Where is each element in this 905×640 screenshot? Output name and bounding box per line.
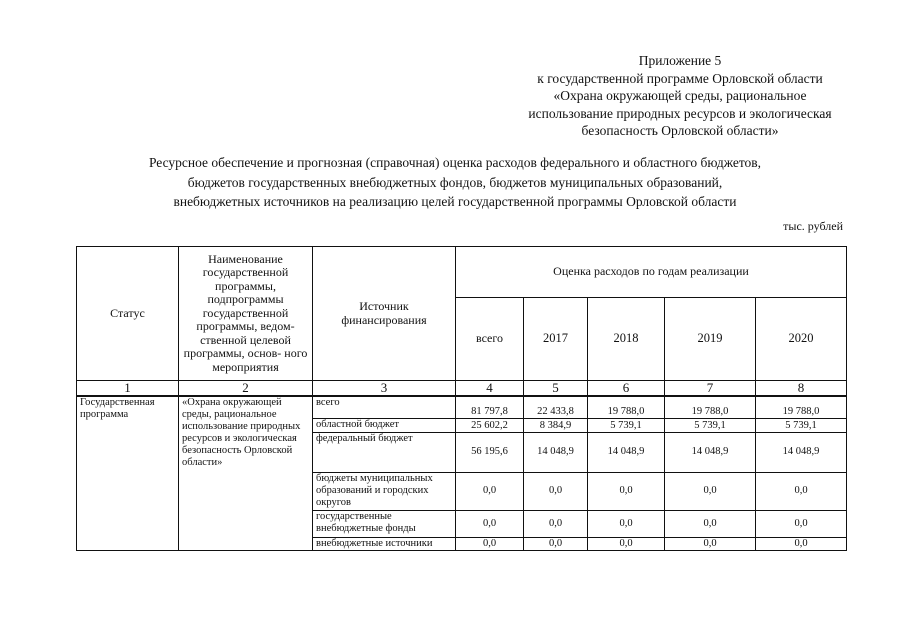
value-cell: 0,0 [756,510,847,537]
appendix-line-1: Приложение 5 [638,53,722,68]
value-cell: 14 048,9 [588,432,665,472]
column-number: 7 [665,381,756,397]
document-title [60,153,850,212]
value-cell: 5 739,1 [756,418,847,432]
value-cell: 0,0 [665,537,756,550]
header-program-name: Наименование государственной программы, подпрограммы государственной программы, ведом- ственной целевой программы, основ- ного мероприятия [179,247,313,381]
source-cell: федеральный бюджет [313,432,456,472]
status-cell: Государственная программа [77,396,179,550]
value-cell: 0,0 [524,510,588,537]
column-number: 5 [524,381,588,397]
value-cell: 56 195,6 [456,432,524,472]
header-year-2020: 2020 [756,298,847,381]
value-cell: 0,0 [456,510,524,537]
column-number: 1 [77,381,179,397]
source-cell: внебюджетные источники [313,537,456,550]
header-year-2018: 2018 [588,298,665,381]
source-cell: бюджеты муниципальных образований и городских округов [313,472,456,510]
title-line-3: внебюджетных источников на реализацию целей государственной программы Орловской области [173,194,737,209]
appendix-line-3: «Охрана окружающей среды, рациональное [553,88,807,103]
source-cell: областной бюджет [313,418,456,432]
title-line-2: бюджетов государственных внебюджетных фондов, бюджетов муниципальных образований, [187,174,723,190]
appendix-line-5: безопасность Орловской области» [581,123,779,138]
column-number: 2 [179,381,313,397]
value-cell: 14 048,9 [665,432,756,472]
title-line-1: Ресурсное обеспечение и прогнозная (справочная) оценка расходов федерального и областного бюджетов, [148,155,762,170]
column-number: 4 [456,381,524,397]
value-cell: 0,0 [588,472,665,510]
value-cell: 14 048,9 [756,432,847,472]
value-cell: 22 433,8 [524,396,588,418]
header-year-2019: 2019 [665,298,756,381]
value-cell: 0,0 [665,510,756,537]
header-status: Статус [77,247,179,381]
value-cell: 14 048,9 [524,432,588,472]
header-estimate: Оценка расходов по годам реализации [456,247,847,298]
resource-table [76,246,847,551]
value-cell: 0,0 [665,472,756,510]
header-total: всего [456,298,524,381]
source-cell: государственные внебюджетные фонды [313,510,456,537]
value-cell: 19 788,0 [756,396,847,418]
column-number: 8 [756,381,847,397]
value-cell: 0,0 [756,537,847,550]
value-cell: 0,0 [524,472,588,510]
value-cell: 5 739,1 [665,418,756,432]
value-cell: 19 788,0 [665,396,756,418]
appendix-header [470,52,890,140]
value-cell: 5 739,1 [588,418,665,432]
units-label: тыс. рублей [783,219,843,233]
column-number: 3 [313,381,456,397]
value-cell: 0,0 [456,472,524,510]
value-cell: 0,0 [456,537,524,550]
value-cell: 81 797,8 [456,396,524,418]
value-cell: 19 788,0 [588,396,665,418]
column-number: 6 [588,381,665,397]
column-numbers-row [77,381,847,397]
header-year-2017: 2017 [524,298,588,381]
value-cell: 8 384,9 [524,418,588,432]
value-cell: 0,0 [588,537,665,550]
source-cell: всего [313,396,456,418]
table-row [77,396,847,418]
value-cell: 0,0 [756,472,847,510]
program-name-cell: «Охрана окружающей среды, рациональное использование природных ресурсов и экологическая безопасность Орловской области» [179,396,313,550]
value-cell: 0,0 [524,537,588,550]
value-cell: 25 602,2 [456,418,524,432]
appendix-line-4: использование природных ресурсов и экологическая [528,105,832,121]
appendix-line-2: к государственной программе Орловской области [537,70,823,86]
value-cell: 0,0 [588,510,665,537]
header-funding-source: Источник финансирования [313,247,456,381]
